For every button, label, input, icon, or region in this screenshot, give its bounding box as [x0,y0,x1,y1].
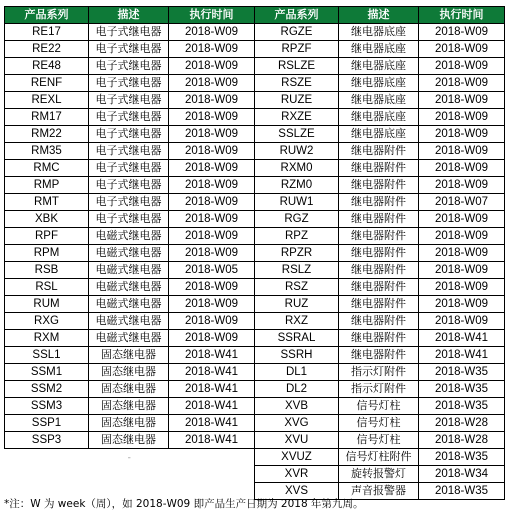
left-description-cell: 电子式继电器 [89,58,169,75]
right-series-cell: RPZR [255,245,339,262]
header-product-series-left: 产品系列 [5,7,89,24]
left-description-cell: 电子式继电器 [89,194,169,211]
right-exec-time-cell: 2018-W09 [419,143,505,160]
table-row [5,41,505,58]
right-exec-time-cell: 2018-W28 [419,415,505,432]
table-row [5,364,505,381]
right-series-cell: SSRAL [255,330,339,347]
right-description-cell: 信号灯柱附件 [339,449,419,466]
right-series-cell: RSLZE [255,58,339,75]
right-description-cell: 信号灯柱 [339,432,419,449]
right-series-cell: DL2 [255,381,339,398]
right-exec-time-cell: 2018-W41 [419,347,505,364]
table-row [5,432,505,449]
footnote: *注：W 为 week（周），如 2018-W09 即产品生产日期为 2018 年第九周。 [4,498,364,510]
left-description-cell: 固态继电器 [89,381,169,398]
right-series-cell: RGZE [255,24,339,41]
table-row [5,296,505,313]
right-exec-time-cell: 2018-W09 [419,126,505,143]
left-series-cell: RENF [5,75,89,92]
right-description-cell: 声音报警器 [339,483,419,500]
right-description-cell: 继电器附件 [339,296,419,313]
right-series-cell: XVUZ [255,449,339,466]
left-description-cell: 电子式继电器 [89,75,169,92]
table-row [5,313,505,330]
left-series-cell: SSM3 [5,398,89,415]
left-series-cell: SSP3 [5,432,89,449]
left-series-cell: RMC [5,160,89,177]
right-description-cell: 继电器附件 [339,313,419,330]
right-exec-time-cell: 2018-W09 [419,262,505,279]
table-row [5,143,505,160]
table-row [5,347,505,364]
right-series-cell: XVB [255,398,339,415]
right-exec-time-cell: 2018-W35 [419,483,505,500]
right-description-cell: 继电器附件 [339,177,419,194]
table-row [5,398,505,415]
right-series-cell: XVR [255,466,339,483]
left-exec-time-cell: 2018-W09 [169,143,255,160]
left-description-cell: 固态继电器 [89,347,169,364]
table-row [5,381,505,398]
table-row [5,75,505,92]
right-series-cell: XVU [255,432,339,449]
table-header-row [5,7,505,24]
table-row [5,58,505,75]
right-description-cell: 继电器附件 [339,279,419,296]
right-series-cell: RPZ [255,228,339,245]
left-description-cell: 电子式继电器 [89,24,169,41]
right-description-cell: 继电器底座 [339,109,419,126]
left-series-cell: RSL [5,279,89,296]
right-description-cell: 继电器附件 [339,211,419,228]
left-description-cell: 电磁式继电器 [89,296,169,313]
right-description-cell: 信号灯柱 [339,398,419,415]
left-description-cell: 电磁式继电器 [89,313,169,330]
left-exec-time-cell: 2018-W09 [169,177,255,194]
left-series-cell: RUM [5,296,89,313]
product-schedule-table [4,6,505,500]
table-row [5,245,505,262]
left-exec-time-cell: 2018-W41 [169,432,255,449]
left-series-cell: RE48 [5,58,89,75]
right-exec-time-cell: 2018-W35 [419,381,505,398]
empty-cell [5,466,255,483]
left-exec-time-cell: 2018-W41 [169,415,255,432]
left-exec-time-cell: 2018-W41 [169,381,255,398]
right-description-cell: 继电器附件 [339,347,419,364]
table-row [5,262,505,279]
right-description-cell: 继电器附件 [339,262,419,279]
left-exec-time-cell: 2018-W09 [169,75,255,92]
right-series-cell: RSZ [255,279,339,296]
left-series-cell: RXG [5,313,89,330]
left-exec-time-cell: 2018-W09 [169,92,255,109]
left-exec-time-cell: 2018-W09 [169,58,255,75]
right-series-cell: RUW2 [255,143,339,160]
right-exec-time-cell: 2018-W35 [419,449,505,466]
right-description-cell: 继电器底座 [339,92,419,109]
right-description-cell: 指示灯附件 [339,381,419,398]
table-row [5,330,505,347]
right-description-cell: 继电器底座 [339,41,419,58]
right-exec-time-cell: 2018-W09 [419,24,505,41]
right-description-cell: 旋转报警灯 [339,466,419,483]
left-series-cell: RPM [5,245,89,262]
right-series-cell: XVG [255,415,339,432]
right-exec-time-cell: 2018-W09 [419,75,505,92]
left-description-cell: 固态继电器 [89,432,169,449]
left-description-cell: 电磁式继电器 [89,245,169,262]
left-description-cell: 电磁式继电器 [89,262,169,279]
left-series-cell: RMT [5,194,89,211]
right-exec-time-cell: 2018-W07 [419,194,505,211]
left-description-cell: 电子式继电器 [89,109,169,126]
table-row [5,415,505,432]
table-row [5,177,505,194]
right-description-cell: 继电器底座 [339,58,419,75]
left-exec-time-cell: 2018-W09 [169,245,255,262]
right-series-cell: DL1 [255,364,339,381]
right-series-cell: SSRH [255,347,339,364]
right-series-cell: RUW1 [255,194,339,211]
header-description-left: 描述 [89,7,169,24]
left-series-cell: RM22 [5,126,89,143]
right-series-cell: SSLZE [255,126,339,143]
right-series-cell: XVS [255,483,339,500]
left-description-cell: 固态继电器 [89,415,169,432]
left-series-cell: SSP1 [5,415,89,432]
left-exec-time-cell: 2018-W09 [169,126,255,143]
right-exec-time-cell: 2018-W28 [419,432,505,449]
right-description-cell: 继电器底座 [339,75,419,92]
table-row [5,466,505,483]
left-exec-time-cell: 2018-W09 [169,194,255,211]
left-series-cell: REXL [5,92,89,109]
right-series-cell: RGZ [255,211,339,228]
header-exec-time-left: 执行时间 [169,7,255,24]
left-exec-time-cell: 2018-W41 [169,398,255,415]
left-description-cell: 电子式继电器 [89,211,169,228]
table-row [5,109,505,126]
left-series-cell: SSM1 [5,364,89,381]
left-description-cell: 固态继电器 [89,398,169,415]
header-description-right: 描述 [339,7,419,24]
right-exec-time-cell: 2018-W09 [419,177,505,194]
left-exec-time-cell: 2018-W09 [169,279,255,296]
left-series-cell: RM17 [5,109,89,126]
left-series-cell: RXM [5,330,89,347]
left-series-cell: RSB [5,262,89,279]
table-row [5,126,505,143]
right-exec-time-cell: 2018-W09 [419,296,505,313]
right-exec-time-cell: 2018-W35 [419,398,505,415]
table-row [5,160,505,177]
right-description-cell: 继电器附件 [339,228,419,245]
left-description-cell: 电磁式继电器 [89,228,169,245]
left-exec-time-cell: 2018-W09 [169,313,255,330]
table-row [5,194,505,211]
table-row [5,24,505,41]
table-row [5,228,505,245]
table-row [5,449,505,466]
right-exec-time-cell: 2018-W09 [419,58,505,75]
left-series-cell: RM35 [5,143,89,160]
left-description-cell: 固态继电器 [89,364,169,381]
left-description-cell: 电子式继电器 [89,41,169,58]
right-exec-time-cell: 2018-W09 [419,211,505,228]
right-description-cell: 继电器底座 [339,126,419,143]
left-exec-time-cell: 2018-W09 [169,330,255,347]
left-exec-time-cell: 2018-W41 [169,364,255,381]
left-exec-time-cell: 2018-W09 [169,109,255,126]
left-exec-time-cell: 2018-W41 [169,347,255,364]
left-description-cell: 电磁式继电器 [89,330,169,347]
left-series-cell: XBK [5,211,89,228]
left-exec-time-cell: 2018-W05 [169,262,255,279]
right-description-cell: 继电器附件 [339,245,419,262]
right-series-cell: RXZ [255,313,339,330]
right-series-cell: RUZ [255,296,339,313]
right-exec-time-cell: 2018-W34 [419,466,505,483]
left-exec-time-cell: 2018-W09 [169,296,255,313]
table-row [5,279,505,296]
left-exec-time-cell: 2018-W09 [169,211,255,228]
table-row [5,211,505,228]
right-series-cell: RSLZ [255,262,339,279]
right-exec-time-cell: 2018-W09 [419,160,505,177]
right-exec-time-cell: 2018-W09 [419,313,505,330]
left-description-cell: 电子式继电器 [89,126,169,143]
left-exec-time-cell: 2018-W09 [169,24,255,41]
left-description-cell: 电子式继电器 [89,143,169,160]
left-series-cell: SSM2 [5,381,89,398]
left-description-cell: 电子式继电器 [89,160,169,177]
left-description-cell: 电磁式继电器 [89,279,169,296]
right-series-cell: RZM0 [255,177,339,194]
right-series-cell: RSZE [255,75,339,92]
left-exec-time-cell: 2018-W09 [169,228,255,245]
right-description-cell: 指示灯附件 [339,364,419,381]
left-series-cell: RMP [5,177,89,194]
left-exec-time-cell: 2018-W09 [169,160,255,177]
right-exec-time-cell: 2018-W09 [419,245,505,262]
right-description-cell: 继电器附件 [339,194,419,211]
empty-cell: - [127,452,131,463]
right-exec-time-cell: 2018-W09 [419,41,505,58]
right-series-cell: RXZE [255,109,339,126]
right-series-cell: RXM0 [255,160,339,177]
left-exec-time-cell: 2018-W09 [169,41,255,58]
left-series-cell: RPF [5,228,89,245]
right-exec-time-cell: 2018-W09 [419,279,505,296]
right-series-cell: RPZF [255,41,339,58]
right-description-cell: 继电器附件 [339,143,419,160]
header-exec-time-right: 执行时间 [419,7,505,24]
table-row [5,92,505,109]
left-series-cell: SSL1 [5,347,89,364]
right-description-cell: 继电器底座 [339,24,419,41]
right-exec-time-cell: 2018-W09 [419,109,505,126]
right-exec-time-cell: 2018-W35 [419,364,505,381]
left-series-cell: RE22 [5,41,89,58]
right-series-cell: RUZE [255,92,339,109]
right-description-cell: 继电器附件 [339,330,419,347]
header-product-series-right: 产品系列 [255,7,339,24]
right-exec-time-cell: 2018-W09 [419,228,505,245]
right-description-cell: 继电器附件 [339,160,419,177]
left-series-cell: RE17 [5,24,89,41]
right-exec-time-cell: 2018-W09 [419,92,505,109]
right-description-cell: 信号灯柱 [339,415,419,432]
left-description-cell: 电子式继电器 [89,177,169,194]
left-description-cell: 电子式继电器 [89,92,169,109]
right-exec-time-cell: 2018-W41 [419,330,505,347]
